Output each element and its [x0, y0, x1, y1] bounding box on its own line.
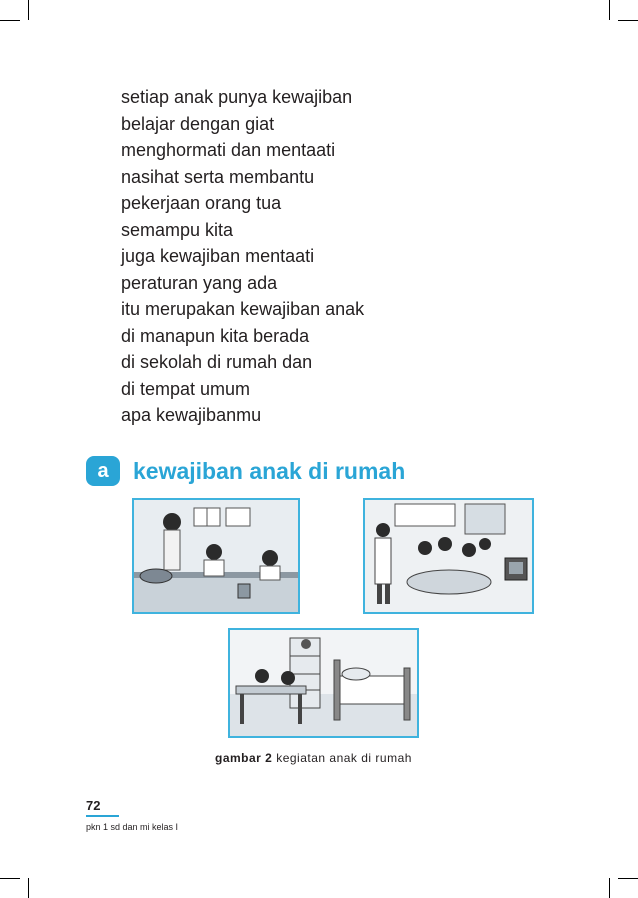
poem-line: di manapun kita berada	[121, 325, 310, 346]
poem-line: di tempat umum	[121, 378, 251, 399]
poem-line: nasihat serta membantu	[121, 166, 315, 187]
illustration-family-living-room	[363, 498, 534, 614]
figure-caption	[215, 751, 412, 765]
poem	[121, 84, 364, 429]
figure-text: kegiatan anak di rumah	[276, 751, 412, 765]
poem-line: semampu kita	[121, 219, 234, 240]
poem-line: apa kewajibanmu	[121, 405, 262, 425]
poem-line: belajar dengan giat	[121, 113, 275, 134]
poem-line: itu merupakan kewajiban anak	[121, 299, 365, 319]
section-letter-badge: a	[86, 456, 120, 486]
poem-line: menghormati dan mentaati	[121, 140, 336, 160]
page-number: 72	[86, 798, 101, 813]
illustration-family-kitchen-art	[134, 500, 298, 612]
page-number-rule	[86, 815, 119, 817]
illustration-family-living-room-art	[365, 500, 532, 612]
section-title: kewajiban anak di rumah	[133, 458, 406, 484]
footer-book-title: pkn 1 sd dan mi kelas I	[86, 822, 179, 832]
poem-line: setiap anak punya kewajiban	[121, 87, 353, 107]
poem-line: peraturan yang ada	[121, 272, 278, 293]
illustration-bedroom-study	[228, 628, 419, 738]
illustration-family-kitchen	[132, 498, 300, 614]
figure-label: gambar 2	[215, 751, 273, 765]
poem-line: di sekolah di rumah dan	[121, 352, 313, 372]
poem-line: pekerjaan orang tua	[121, 193, 282, 213]
poem-line: juga kewajiban mentaati	[121, 246, 315, 266]
illustration-bedroom-study-art	[230, 630, 417, 736]
